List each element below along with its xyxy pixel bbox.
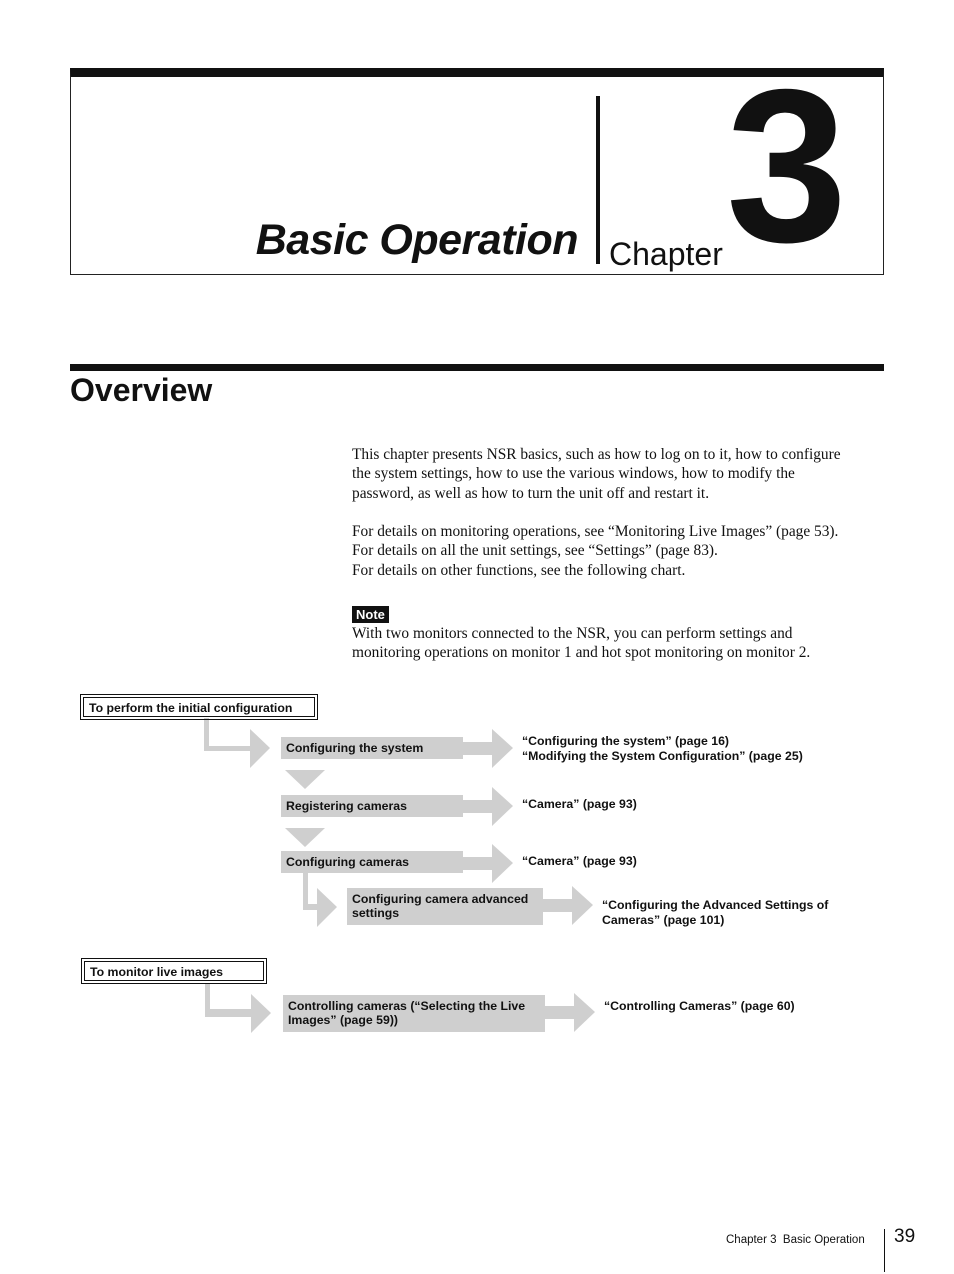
ref-line: Cameras” (page 101): [602, 912, 725, 927]
down-arrow: [285, 770, 325, 789]
chapter-title: Basic Operation: [255, 216, 578, 264]
intro-line: password, as well as how to turn the unit off and restart it.: [352, 484, 710, 502]
ref-configuring-system: [522, 734, 803, 763]
intro-line: the system settings, how to use the various windows, how to modify the: [352, 465, 795, 483]
step-label: Configuring cameras: [286, 855, 409, 869]
ref-line: “Camera” (page 93): [522, 797, 637, 811]
intro-line: This chapter presents NSR basics, such as how to log on to it, how to configure: [352, 446, 841, 463]
details-line: For details on all the unit settings, see “Settings” (page 83).: [352, 542, 718, 560]
note-badge: Note: [352, 606, 389, 623]
group-label-initial-config: [80, 694, 318, 720]
note-line: monitoring operations on monitor 1 and hot spot monitoring on monitor 2.: [352, 644, 811, 662]
group-label-monitor-live: [81, 958, 267, 984]
ref-configuring-cameras: [522, 854, 637, 869]
step-configuring-system: [281, 737, 463, 759]
section-heading: Overview: [70, 372, 213, 408]
right-arrow: [463, 729, 513, 768]
details-line: For details on other functions, see the following chart.: [352, 561, 686, 579]
ref-controlling-cameras: [604, 999, 795, 1014]
ref-line: “Camera” (page 93): [522, 854, 637, 868]
ref-registering-cameras: [522, 797, 637, 812]
elbow-arrow: [204, 718, 270, 768]
right-arrow: [545, 993, 595, 1032]
group-label-text: To perform the initial configuration: [83, 697, 315, 717]
step-label: Registering cameras: [286, 799, 407, 813]
right-arrow: [463, 844, 513, 883]
details-line: For details on monitoring operations, see “Monitoring Live Images” (page 53).: [352, 523, 839, 540]
ref-line: “Modifying the System Configuration” (page 25): [522, 748, 803, 763]
note-line: With two monitors connected to the NSR, you can perform settings and: [352, 625, 793, 642]
ref-line: “Controlling Cameras” (page 60): [604, 999, 795, 1013]
footer-chapter-text: Chapter 3 Basic Operation: [726, 1234, 865, 1246]
page-number: 39: [894, 1226, 916, 1247]
ref-camera-advanced-settings: [602, 898, 828, 927]
elbow-arrow: [205, 983, 271, 1033]
ref-line: “Configuring the system” (page 16): [522, 734, 730, 748]
step-camera-advanced-settings: [347, 888, 543, 925]
down-arrow: [285, 828, 325, 847]
step-registering-cameras: [281, 795, 463, 817]
step-controlling-cameras: [283, 995, 545, 1032]
chapter-number: 3: [726, 45, 848, 288]
step-label: Configuring camera advanced settings: [352, 892, 529, 920]
ref-line: “Configuring the Advanced Settings of: [602, 898, 829, 912]
right-arrow: [543, 886, 593, 925]
step-label: Controlling cameras (“Selecting the Live Images” (page 59)): [288, 999, 526, 1027]
right-arrow: [463, 787, 513, 826]
step-configuring-cameras: [281, 851, 463, 873]
chapter-label: Chapter: [609, 236, 723, 272]
elbow-arrow: [303, 873, 337, 927]
step-label: Configuring the system: [286, 741, 424, 755]
group-label-text: To monitor live images: [84, 961, 264, 981]
footer-divider: [884, 1229, 885, 1272]
